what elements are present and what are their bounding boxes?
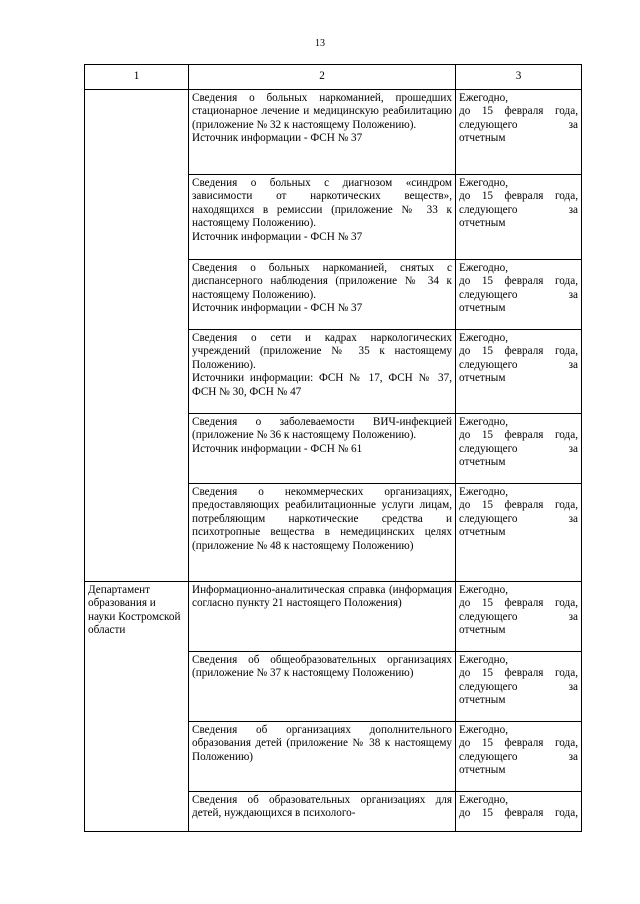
report-table: [84, 64, 582, 832]
report-period: [456, 581, 582, 651]
department-cell: [85, 89, 189, 581]
report-period: [456, 89, 582, 174]
report-period: [456, 721, 582, 791]
period-line: до 15 февраля года,: [459, 807, 578, 820]
period-line: следующего за: [459, 750, 578, 763]
report-text: Сведения о некоммерческих организациях, предоставляющих реабилитационные услуги лицам, потребляющим наркотические средства и психотропные вещества в немедицинских целях (приложение № 48 к настоящему Положению): [192, 485, 452, 552]
column-header-2: 2: [189, 65, 456, 90]
report-description: [189, 174, 456, 259]
report-description: [189, 721, 456, 791]
report-text: Сведения об организациях дополнительного образования детей (приложение № 38 к настоящему Положению): [192, 723, 452, 763]
period-line: отчетным: [459, 302, 506, 315]
period-line: Ежегодно,: [459, 331, 509, 344]
period-line: до 15 февраля года,: [459, 190, 578, 203]
period-line: следующего за: [459, 288, 578, 301]
period-line: Ежегодно,: [459, 415, 509, 428]
period-line: следующего за: [459, 442, 578, 455]
period-line: до 15 февраля года,: [459, 429, 578, 442]
report-text: Сведения о заболеваемости ВИЧ-инфекцией (приложение № 36 к настоящему Положению).: [192, 415, 452, 442]
department-cell: Департамент образования и науки Костромской области: [85, 581, 189, 831]
period-line: отчетным: [459, 217, 506, 230]
period-line: отчетным: [459, 624, 506, 637]
report-description: [189, 413, 456, 483]
report-period: [456, 413, 582, 483]
period-line: следующего за: [459, 358, 578, 371]
column-header-1: 1: [85, 65, 189, 90]
report-text: Сведения о сети и кадрах наркологических учреждений (приложение № 35 к настоящему Положению).: [192, 331, 452, 371]
period-line: до 15 февраля года,: [459, 345, 578, 358]
period-line: Ежегодно,: [459, 653, 509, 666]
report-text: Сведения об образовательных организациях для детей, нуждающихся в психолого-: [192, 793, 452, 820]
period-line: Ежегодно,: [459, 176, 509, 189]
report-period: [456, 791, 582, 831]
period-line: до 15 февраля года,: [459, 275, 578, 288]
period-line: отчетным: [459, 132, 506, 145]
period-line: до 15 февраля года,: [459, 499, 578, 512]
page-number: 13: [315, 38, 325, 49]
report-source: Источник информации - ФСН № 37: [192, 230, 363, 243]
table-row: [85, 89, 582, 174]
report-period: [456, 174, 582, 259]
period-line: Ежегодно,: [459, 583, 509, 596]
period-line: следующего за: [459, 512, 578, 525]
report-text: Информационно-аналитическая справка (информация согласно пункту 21 настоящего Положения): [192, 583, 452, 610]
report-description: [189, 259, 456, 329]
report-source: Источник информации - ФСН № 61: [192, 442, 363, 455]
report-source: Источник информации - ФСН № 37: [192, 132, 363, 145]
period-line: следующего за: [459, 680, 578, 693]
report-text: Сведения о больных с диагнозом «синдром зависимости от наркотических веществ», находящихся в ремиссии (приложение № 33 к настоящему Положению).: [192, 176, 452, 230]
period-line: Ежегодно,: [459, 723, 509, 736]
report-period: [456, 259, 582, 329]
period-line: Ежегодно,: [459, 793, 509, 806]
table-row: [85, 581, 582, 651]
period-line: Ежегодно,: [459, 91, 509, 104]
report-description: [189, 791, 456, 831]
period-line: Ежегодно,: [459, 485, 509, 498]
period-line: следующего за: [459, 610, 578, 623]
report-period: [456, 651, 582, 721]
report-source: Источники информации: ФСН № 17, ФСН № 37, ФСН № 30, ФСН № 47: [192, 372, 452, 398]
report-text: Сведения о больных наркоманией, снятых с диспансерного наблюдения (приложение № 34 к настоящему Положению).: [192, 261, 452, 301]
period-line: отчетным: [459, 372, 506, 385]
period-line: до 15 февраля года,: [459, 667, 578, 680]
report-text: Сведения о больных наркоманией, прошедших стационарное лечение и медицинскую реабилитацию (приложение № 32 к настоящему Положению).: [192, 91, 452, 131]
report-description: [189, 89, 456, 174]
period-line: следующего за: [459, 203, 578, 216]
period-line: до 15 февраля года,: [459, 105, 578, 118]
report-description: [189, 581, 456, 651]
period-line: следующего за: [459, 118, 578, 131]
period-line: отчетным: [459, 526, 506, 539]
period-line: до 15 февраля года,: [459, 597, 578, 610]
period-line: отчетным: [459, 694, 506, 707]
period-line: Ежегодно,: [459, 261, 509, 274]
report-text: Сведения об общеобразовательных организациях (приложение № 37 к настоящему Положению): [192, 653, 452, 680]
report-period: [456, 329, 582, 413]
report-source: Источник информации - ФСН № 37: [192, 302, 363, 315]
report-description: [189, 483, 456, 581]
report-description: [189, 329, 456, 413]
column-header-3: 3: [456, 65, 582, 90]
period-line: до 15 февраля года,: [459, 737, 578, 750]
report-description: [189, 651, 456, 721]
header-row: [85, 65, 582, 90]
period-line: отчетным: [459, 764, 506, 777]
report-period: [456, 483, 582, 581]
period-line: отчетным: [459, 456, 506, 469]
